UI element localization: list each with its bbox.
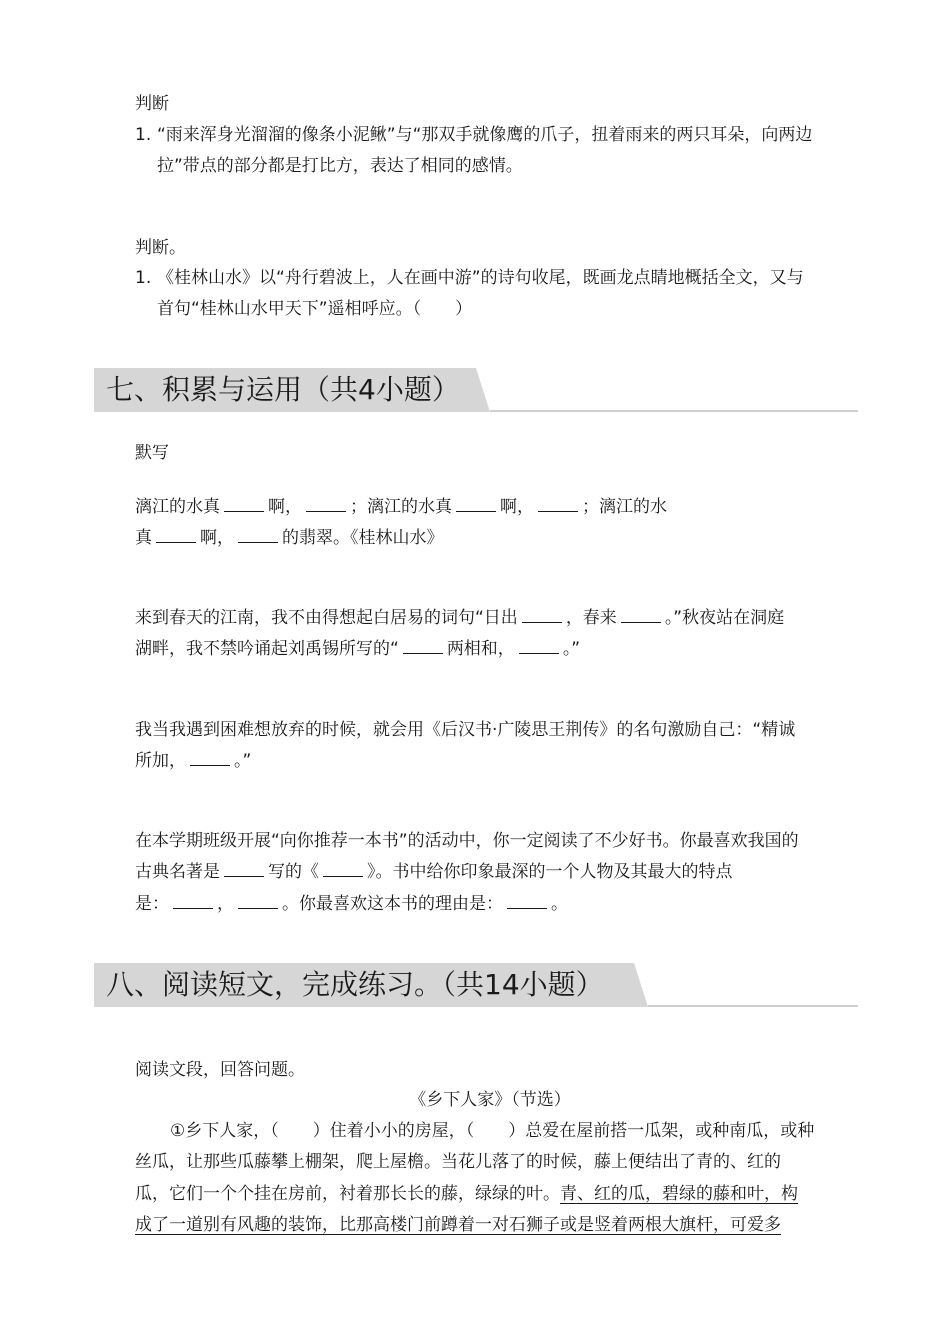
question-line: 漓江的水真 啊， ；漓江的水真 啊， ；漓江的水 <box>135 497 667 517</box>
question-label: 默写 <box>135 443 169 463</box>
question-label: 阅读文段，回答问题。 <box>135 1060 305 1080</box>
question-line: 在本学期班级开展“向你推荐一本书”的活动中，你一定阅读了不少好书。你最喜欢我国的 <box>135 831 799 851</box>
question-line: 首句“桂林山水甲天下”遥相呼应。（ ） <box>157 299 473 319</box>
question-line: 所加， 。” <box>135 751 252 771</box>
question-text <box>135 120 812 151</box>
section-header <box>94 368 858 412</box>
underlined-sentence: 青、红的瓜，碧绿的藤和叶，构 <box>560 1184 798 1204</box>
answer-blank[interactable] <box>519 637 559 654</box>
answer-blank[interactable] <box>173 892 213 909</box>
section-divider <box>490 410 858 412</box>
passage-line: ①乡下人家，（ ）住着小小的房屋，（ ）总爱在屋前搭一瓜架，或种南瓜，或种 <box>170 1121 815 1141</box>
answer-blank[interactable] <box>238 892 278 909</box>
answer-blank[interactable] <box>403 637 443 654</box>
answer-blank[interactable] <box>224 860 264 877</box>
answer-blank[interactable] <box>522 606 562 623</box>
answer-blank[interactable] <box>306 495 346 512</box>
question-line: 拉”带点的部分都是打比方，表达了相同的感情。 <box>157 156 523 176</box>
answer-blank[interactable] <box>507 892 547 909</box>
question-label: 判断 <box>135 94 169 114</box>
section-title: 七、积累与运用（共4小题） <box>106 373 460 406</box>
passage-line: 丝瓜，让那些瓜藤攀上棚架，爬上屋檐。当花儿落了的时候，藤上便结出了青的、红的 <box>135 1152 781 1172</box>
question-label: 判断。 <box>135 238 186 258</box>
section-divider <box>648 1005 858 1007</box>
underlined-sentence: 成了一道别有风趣的装饰，比那高楼门前蹲着一对石狮子或是竖着两根大旗杆，可爱多 <box>135 1215 781 1235</box>
question-number: 1. <box>135 268 152 288</box>
question-line: 我当我遇到困难想放弃的时候，就会用《后汉书·广陵思王荆传》的名句激励自己：“精诚 <box>135 720 796 740</box>
section-header <box>94 963 858 1007</box>
answer-blank[interactable] <box>190 749 230 766</box>
answer-blank[interactable] <box>238 526 278 543</box>
answer-blank[interactable] <box>456 495 496 512</box>
question-line: “雨来浑身光溜溜的像条小泥鳅”与“那双手就像鹰的爪子，扭着雨来的两只耳朵，向两边 <box>157 125 813 145</box>
question-line: 湖畔，我不禁吟诵起刘禹锡所写的“ 两相和， 。” <box>135 639 581 659</box>
section-title: 八、阅读短文，完成练习。（共14小题） <box>106 968 604 1001</box>
question-number: 1. <box>135 125 152 145</box>
answer-blank[interactable] <box>538 495 578 512</box>
question-text <box>135 263 804 294</box>
question-line: 古典名著是 写的《 》。书中给你印象最深的一个人物及其最大的特点 <box>135 862 733 882</box>
question-line: 是： ， 。你最喜欢这本书的理由是： 。 <box>135 894 568 914</box>
question-line: 来到春天的江南，我不由得想起白居易的词句“日出 ，春来 。”秋夜站在洞庭 <box>135 608 785 628</box>
question-line: 《桂林山水》以“舟行碧波上，人在画中游”的诗句收尾，既画龙点睛地概括全文，又与 <box>157 268 804 288</box>
answer-blank[interactable] <box>156 526 196 543</box>
passage-line: 瓜，它们一个个挂在房前，衬着那长长的藤，绿绿的叶。青、红的瓜，碧绿的藤和叶，构 <box>135 1184 798 1204</box>
question-line: 真 啊， 的翡翠。《桂林山水》 <box>135 528 444 548</box>
answer-blank[interactable] <box>224 495 264 512</box>
answer-blank[interactable] <box>323 860 363 877</box>
passage-title: 《乡下人家》（节选） <box>409 1090 571 1110</box>
answer-blank[interactable] <box>621 606 661 623</box>
